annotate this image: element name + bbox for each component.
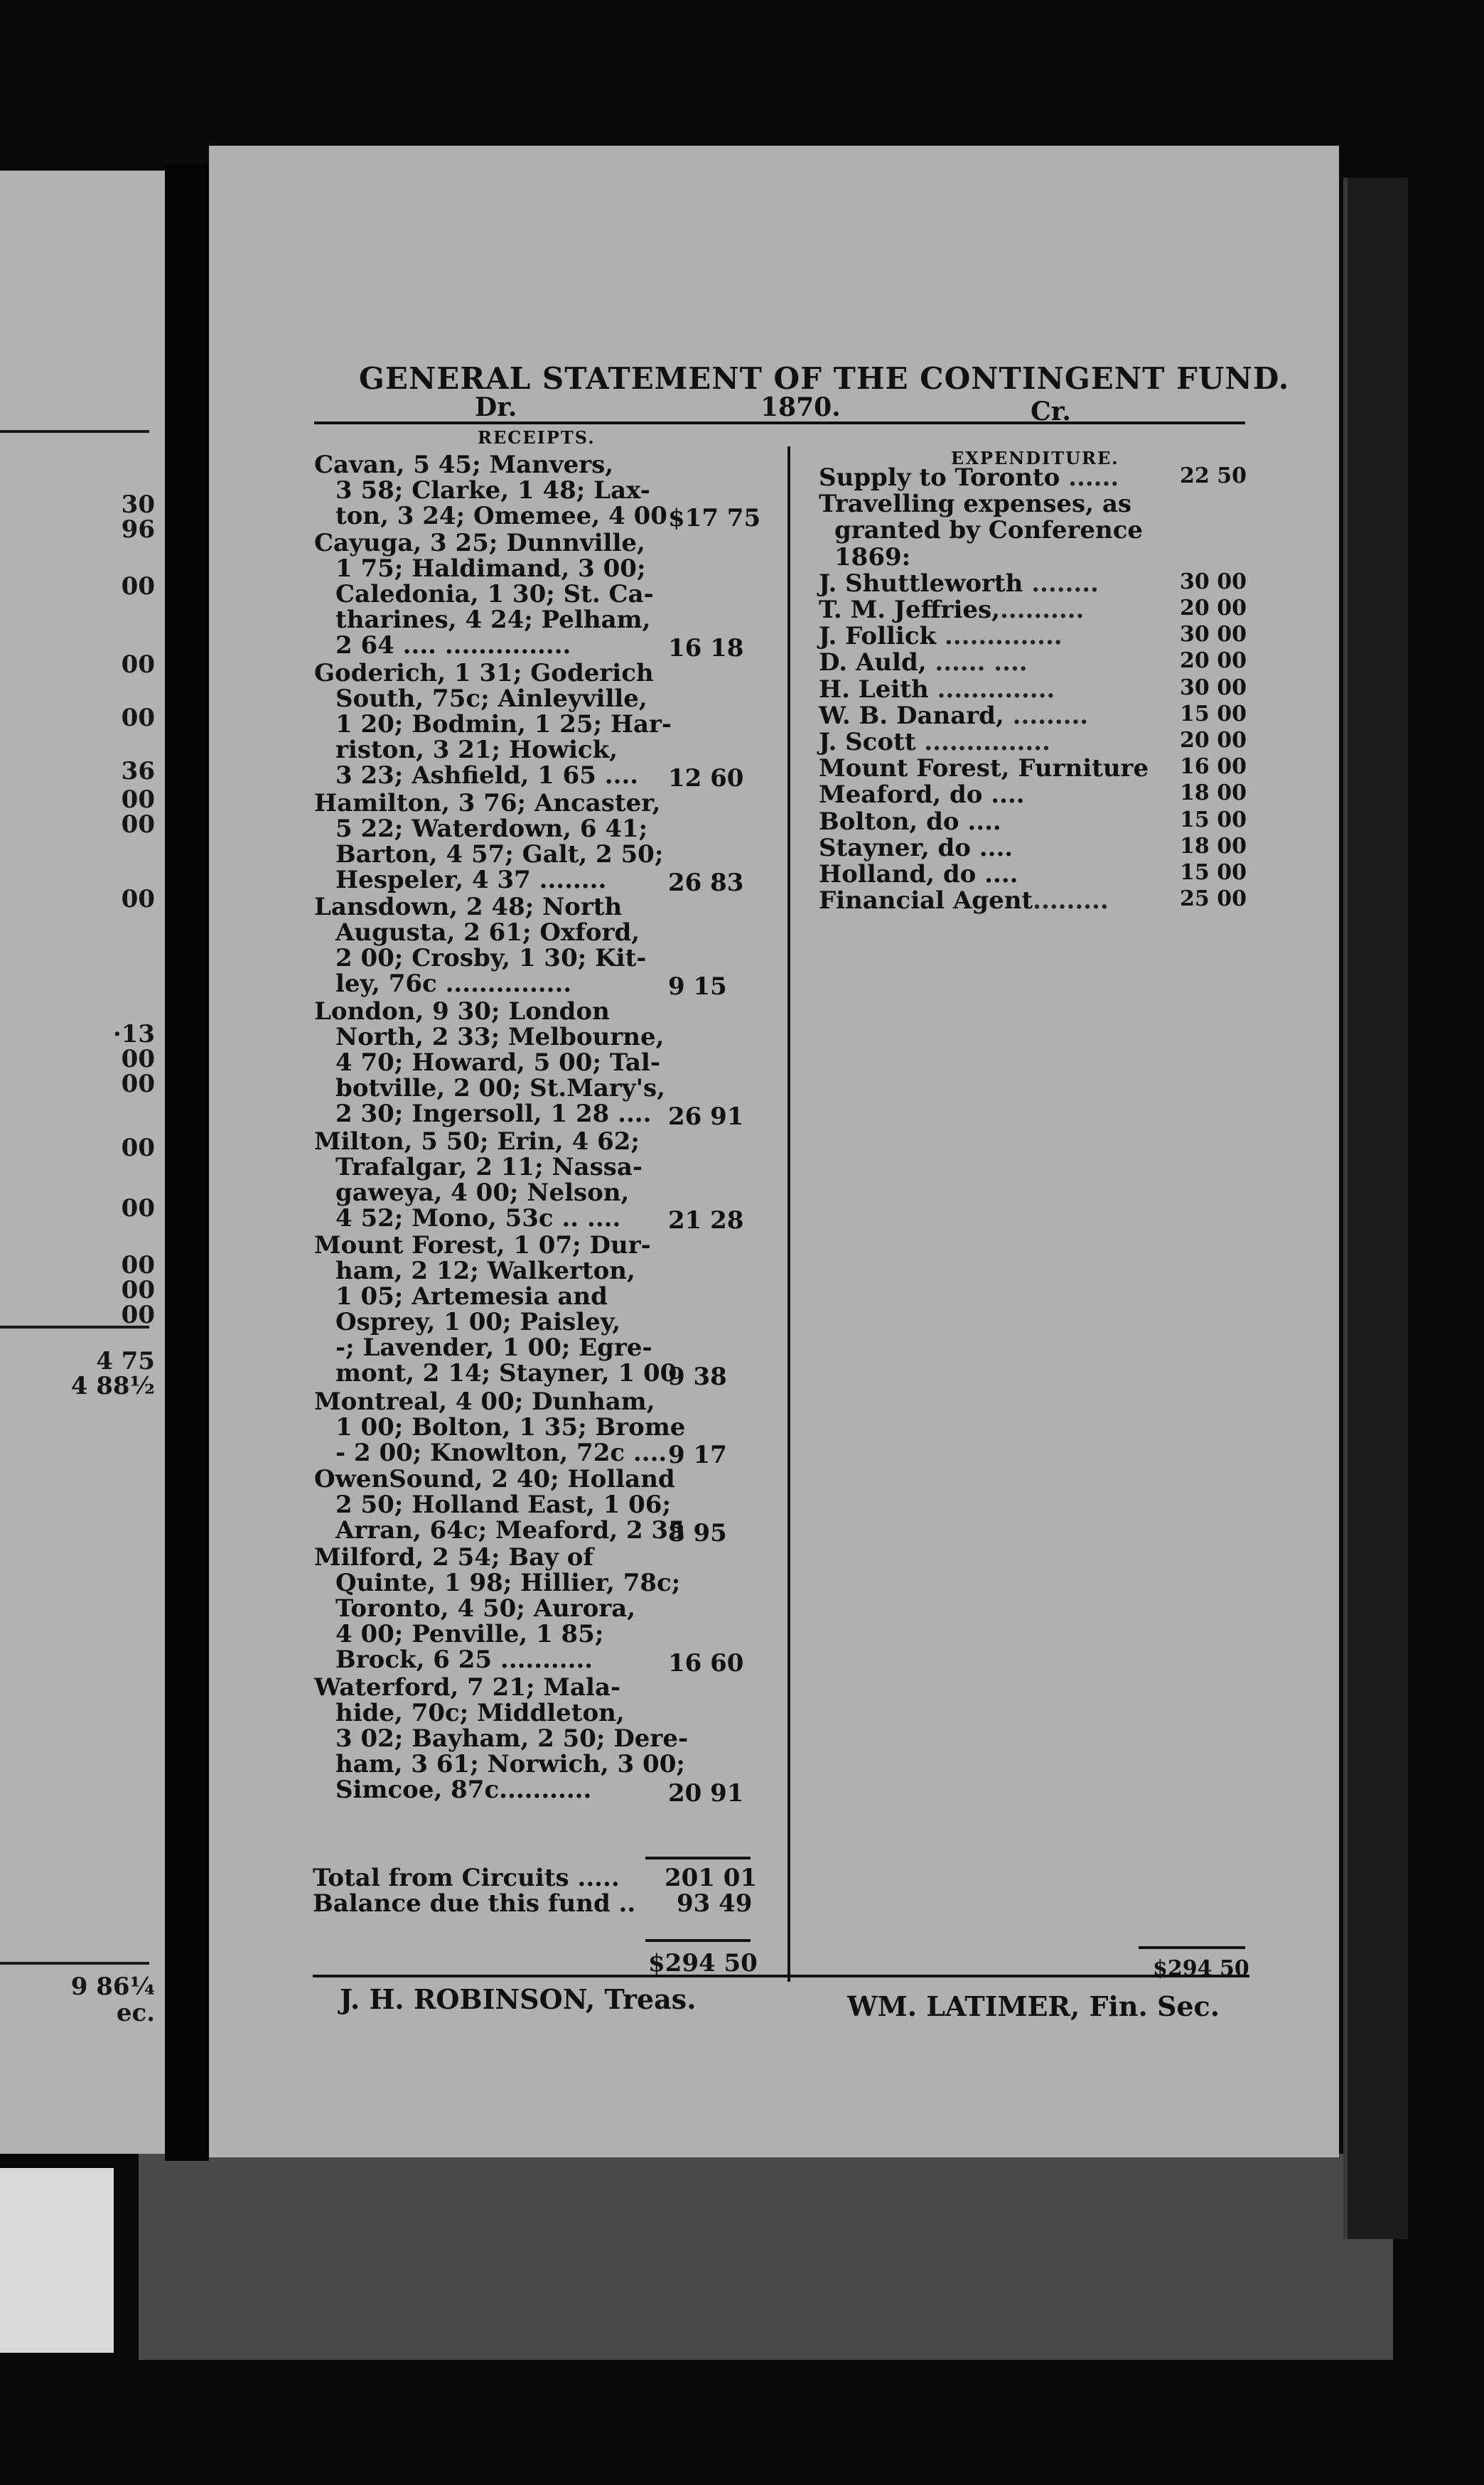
expenditure-label: Holland, do .... [819,860,1018,889]
facing-fragment: 30 [121,490,155,519]
facing-fragment: 00 [121,1301,155,1329]
receipt-line: ham, 3 61; Norwich, 3 00; [335,1750,685,1779]
facing-fragment: 9 86¼ [70,1973,155,2001]
statement-title: GENERAL STATEMENT OF THE CONTINGENT FUND. [359,361,1290,396]
receipt-line: ham, 2 12; Walkerton, [335,1257,635,1285]
leader-dots: ......... [1004,701,1089,730]
receipt-amount: 12 60 [668,764,744,793]
receipt-amount: 9 17 [668,1440,727,1469]
receipt-amount: 9 15 [668,972,727,1001]
receipt-line: Hamilton, 3 76; Ancaster, [314,788,661,817]
facing-fragment: 4 88½ [70,1372,155,1400]
expenditure-amount: 30 00 [1180,569,1247,594]
expenditure-label: Travelling expenses, as [819,490,1132,519]
receipt-line: Montreal, 4 00; Dunham, [314,1387,655,1416]
receipt-entry [314,451,667,530]
dr-label: Dr. [475,392,517,422]
receipt-amount: 9 38 [668,1363,727,1391]
facing-fragment: ·13 [112,1020,155,1048]
expenditure-total-rule [1139,1946,1245,1949]
expenditure-label: 1869: [834,542,911,571]
receipt-line: Barton, 4 57; Galt, 2 50; [335,839,664,869]
footer-rule [313,1975,1249,1977]
leader-dots: ...... .... [926,648,1028,677]
book-spine [1343,178,1408,2239]
balance-amount: 93 49 [677,1889,753,1918]
receipt-line: Trafalgar, 2 11; Nassa- [335,1152,642,1181]
expenditure-amount: 30 00 [1180,622,1247,648]
receipt-line: Caledonia, 1 30; St. Ca- [335,579,654,608]
receipt-line: 2 00; Crosby, 1 30; Kit- [335,944,647,973]
receipt-amount: 16 18 [668,634,744,663]
receipt-line: riston, 3 21; Howick, [335,735,618,764]
receipt-line: Simcoe, 87c........... [335,1776,592,1805]
receipt-line: London, 9 30; London [314,997,610,1026]
receipt-line: Milford, 2 54; Bay of [314,1543,593,1572]
receipt-entry [314,1465,685,1545]
expenditure-amount: 20 00 [1180,648,1247,674]
expenditure-label: J. Follick [819,622,937,651]
expenditure-amount: 15 00 [1180,701,1247,726]
facing-fragment: 00 [121,1045,155,1073]
receipt-line: Augusta, 2 61; Oxford, [335,918,640,948]
facing-fragment: 00 [121,885,155,913]
facing-fragment: 00 [121,1134,155,1162]
total-circuits-amount: 201 01 [665,1864,758,1892]
expenditure-label: Meaford, do .... [819,780,1025,810]
receipt-entry [314,530,654,658]
receipt-line: Goderich, 1 31; Goderich [314,658,654,687]
receipt-entry [314,658,672,790]
facing-fragment: 00 [121,650,155,679]
receipt-amount: 8 95 [668,1518,727,1547]
receipts-subtotal-rule [645,1857,751,1859]
receipt-line: 3 58; Clarke, 1 48; Lax- [335,476,650,505]
receipt-line: 3 23; Ashfield, 1 65 .... [335,761,639,790]
facing-fragment: 00 [121,1276,155,1304]
receipt-line: Hespeler, 4 37 ........ [335,865,607,894]
receipt-line: botville, 2 00; St.Mary's, [335,1073,665,1102]
receipt-line: 1 75; Haldimand, 3 00; [335,554,646,583]
leader-dots: ......... [1033,886,1109,916]
receipt-line: -; Lavender, 1 00; Egre- [335,1333,652,1362]
receipt-line: Osprey, 1 00; Paisley, [335,1308,621,1336]
expenditure-amount: 16 00 [1180,754,1247,780]
facing-fragment: ec. [116,1999,155,2027]
leader-dots: .............. [936,622,1063,651]
page-edge [139,2154,1393,2360]
receipt-line: 4 00; Penville, 1 85; [335,1620,604,1649]
fin-sec-signature: WM. LATIMER, Fin. Sec. [847,1990,1220,2022]
receipt-line: Waterford, 7 21; Mala- [314,1673,621,1702]
receipt-entry [314,1387,686,1467]
year-label: 1870. [760,392,841,422]
expenditure-label: W. B. Danard, [819,701,1004,730]
leader-dots: ........ [1023,569,1099,598]
expenditure-label: Mount Forest, Furniture [819,754,1149,783]
expenditure-item [819,490,1245,519]
receipt-line: - 2 00; Knowlton, 72c .... [335,1438,667,1467]
receipt-line: tharines, 4 24; Pelham, [335,605,651,634]
expenditure-label: Supply to Toronto [819,463,1060,492]
receipt-amount: 26 91 [668,1102,744,1131]
receipt-line: Milton, 5 50; Erin, 4 62; [314,1127,640,1156]
receipt-line: Brock, 6 25 ........... [335,1646,593,1675]
receipt-line: 4 70; Howard, 5 00; Tal- [335,1048,660,1077]
receipt-line: Quinte, 1 98; Hillier, 78c; [335,1569,681,1598]
receipt-entry [314,1129,654,1231]
column-divider [787,446,790,1982]
receipt-line: 3 02; Bayham, 2 50; Dere- [335,1724,689,1754]
receipt-line: Toronto, 4 50; Aurora, [335,1594,636,1623]
facing-page-rule [0,430,149,433]
expenditure-label: granted by Conference [834,516,1144,545]
receipts-grand-total: $294 50 [648,1949,758,1977]
receipt-line: 1 20; Bodmin, 1 25; Har- [335,709,672,739]
paper-tab [0,2168,114,2353]
expenditure-amount: 15 00 [1180,860,1247,885]
treasurer-signature: J. H. ROBINSON, Treas. [340,1983,697,2015]
facing-page [0,171,165,2154]
receipt-line: Cavan, 5 45; Manvers, [314,451,614,479]
receipt-line: Lansdown, 2 48; North [314,893,623,922]
expenditure-heading: EXPENDITURE. [951,448,1119,468]
facing-fragment: 00 [121,1070,155,1098]
gutter [165,163,209,2161]
expenditure-label: Financial Agent [819,886,1033,916]
receipt-line: Cayuga, 3 25; Dunnville, [314,528,645,557]
expenditure-amount: 20 00 [1180,596,1247,621]
expenditure-item [819,543,1261,569]
leader-dots: .......... [999,596,1085,624]
expenditure-item [819,516,1261,545]
leader-dots: .............. [928,675,1055,704]
total-circuits-label: Total from Circuits ..... [313,1864,620,1892]
expenditure-grand-total: $294 50 [1153,1956,1249,1981]
receipt-line: ley, 76c ............... [335,970,572,999]
balance-label: Balance due this fund .. [313,1889,636,1918]
expenditure-amount: 18 00 [1180,780,1247,806]
expenditure-label: J. Shuttleworth [819,569,1023,598]
receipts-total-rule [645,1939,751,1942]
leader-dots: ...... [1060,463,1119,492]
expenditure-label: J. Scott [819,728,916,756]
receipt-line: 4 52; Mono, 53c .. .... [335,1203,621,1233]
cr-label: Cr. [1031,397,1071,426]
receipts-heading: RECEIPTS. [478,427,596,448]
expenditure-label: T. M. Jeffries, [819,596,1000,624]
receipt-line: ton, 3 24; Omemee, 4 00 [335,502,667,530]
expenditure-amount: 15 00 [1180,807,1247,832]
facing-fragment: 00 [121,785,155,814]
receipt-line: North, 2 33; Melbourne, [335,1022,665,1051]
receipt-line: 1 00; Bolton, 1 35; Brome [335,1412,686,1442]
expenditure-amount: 25 00 [1180,886,1247,912]
receipt-line: 2 50; Holland East, 1 06; [335,1491,672,1520]
receipt-line: 2 64 .... ............... [335,630,571,660]
receipt-entry [314,788,664,894]
receipt-amount: 21 28 [668,1206,744,1235]
receipt-line: 1 05; Artemesia and [335,1282,608,1311]
receipt-line: hide, 70c; Middleton, [335,1699,625,1728]
expenditure-amount: 20 00 [1180,728,1247,753]
leader-dots: ............... [915,728,1050,756]
expenditure-label: Stayner, do .... [819,833,1013,862]
expenditure-amount: 30 00 [1180,675,1247,700]
facing-fragment: 00 [121,572,155,601]
receipt-entry [314,1673,689,1805]
receipt-entry [314,894,654,997]
receipt-amount: 26 83 [668,868,744,897]
receipt-line: Arran, 64c; Meaford, 2 35 [335,1516,685,1545]
facing-fragment: 00 [121,1194,155,1223]
facing-fragment: 00 [121,1251,155,1279]
expenditure-label: Bolton, do .... [819,807,1001,836]
facing-fragment: 4 75 [96,1347,155,1375]
expenditure-label: D. Auld, [819,648,927,677]
receipt-line: mont, 2 14; Stayner, 1 00 [335,1359,677,1388]
receipt-line: Mount Forest, 1 07; Dur- [314,1231,651,1260]
receipt-amount: 16 60 [668,1648,744,1678]
receipt-amount: 20 91 [668,1778,744,1808]
receipt-line: 5 22; Waterdown, 6 41; [335,814,648,843]
expenditure-amount: 22 50 [1180,463,1247,488]
expenditure-label: H. Leith [819,675,929,704]
receipt-amount: $17 75 [668,504,761,533]
receipt-line: South, 75c; Ainleyville, [335,684,647,713]
receipt-line: OwenSound, 2 40; Holland [314,1465,675,1494]
expenditure-amount: 18 00 [1180,833,1247,859]
facing-fragment: 96 [121,515,155,544]
facing-page-rule [0,1962,149,1965]
receipt-line: gaweya, 4 00; Nelson, [335,1178,630,1207]
receipt-line: 2 30; Ingersoll, 1 28 .... [335,1099,652,1128]
receipt-entry [314,1543,681,1675]
header-rule [314,422,1245,424]
facing-fragment: 00 [121,810,155,839]
receipt-entry [314,997,665,1128]
facing-fragment: 00 [121,704,155,732]
receipt-entry [314,1231,677,1388]
facing-fragment: 36 [121,757,155,785]
